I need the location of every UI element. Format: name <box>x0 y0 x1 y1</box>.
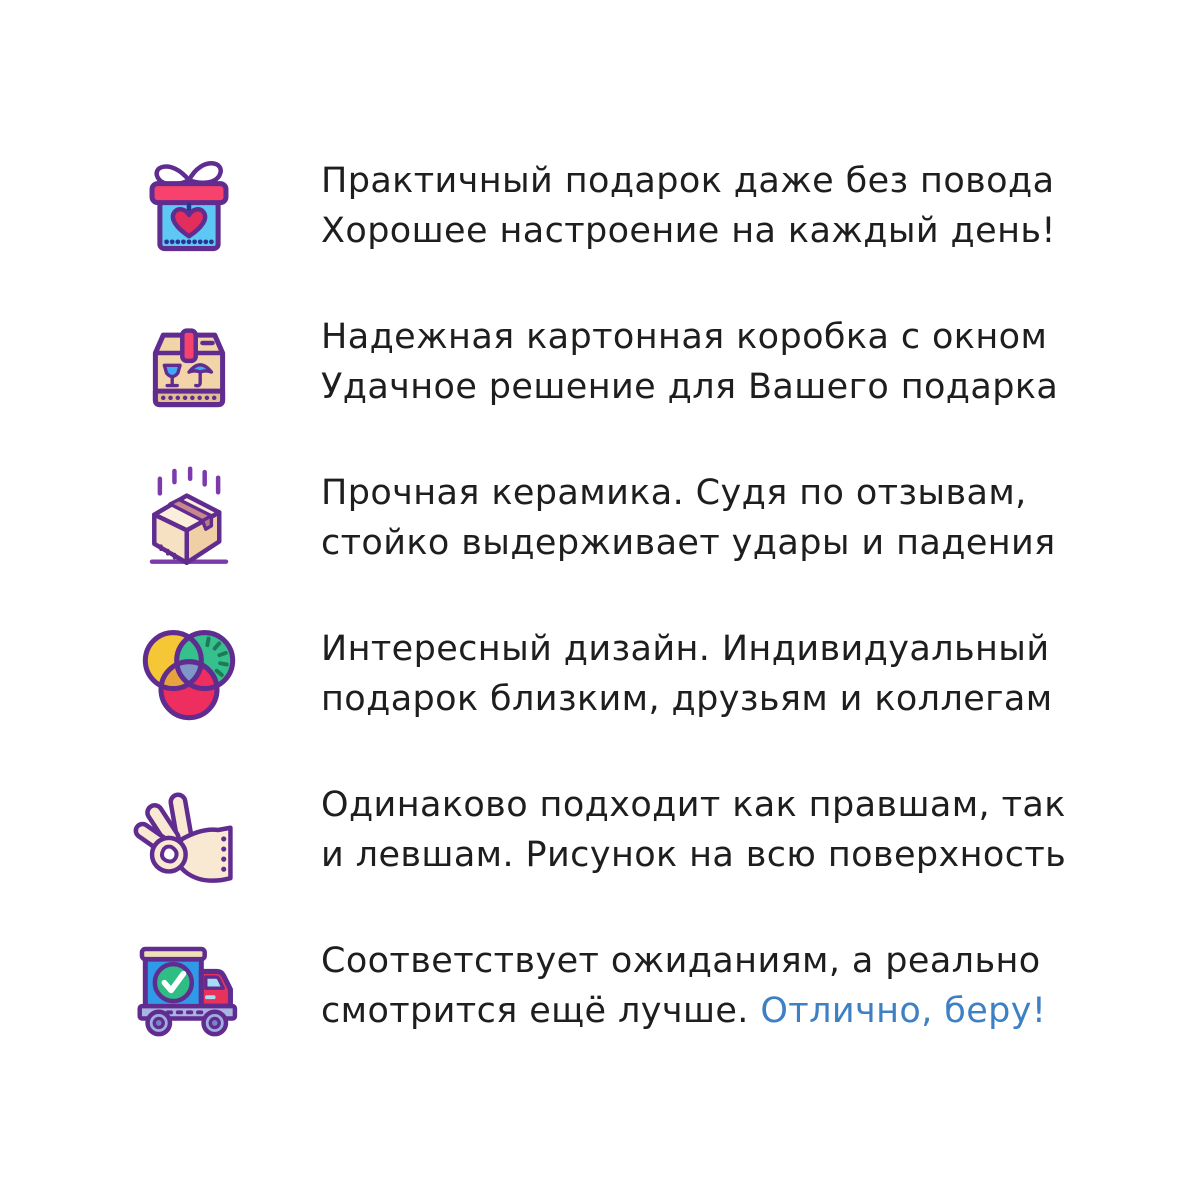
feature-line2: Удачное решение для Вашего подарка <box>321 367 1059 407</box>
feature-list <box>133 150 1066 1042</box>
feature-row <box>133 462 1066 574</box>
feature-text <box>321 936 1046 1036</box>
feature-line1: Надежная картонная коробка с окном <box>321 317 1048 357</box>
feature-line2: и левшам. Рисунок на всю поверхность <box>321 835 1067 875</box>
feature-line1: Одинаково подходит как правшам, так <box>321 785 1066 825</box>
feature-row <box>133 150 1066 262</box>
feature-line1: Соответствует ожиданиям, а реально <box>321 941 1041 981</box>
ok-hand-icon <box>133 774 245 886</box>
feature-row <box>133 306 1066 418</box>
feature-line1: Практичный подарок даже без повода <box>321 161 1055 201</box>
falling-box-icon <box>133 462 245 574</box>
feature-line2: подарок близким, друзьям и коллегам <box>321 679 1053 719</box>
feature-line2: стойко выдерживает удары и падения <box>321 523 1056 563</box>
feature-text <box>321 156 1056 256</box>
feature-line2 <box>321 986 1046 1036</box>
feature-row <box>133 930 1066 1042</box>
feature-line1: Прочная керамика. Судя по отзывам, <box>321 473 1027 513</box>
feature-text <box>321 312 1058 412</box>
feature-row <box>133 774 1066 886</box>
fragile-box-icon <box>133 306 245 418</box>
feature-row <box>133 618 1066 730</box>
feature-line1: Интересный дизайн. Индивидуальный <box>321 629 1050 669</box>
feature-line2: Хорошее настроение на каждый день! <box>321 211 1056 251</box>
feature-line2-prefix: смотрится ещё лучше. <box>321 991 761 1031</box>
feature-text <box>321 780 1066 880</box>
feature-line2-highlight: Отлично, беру! <box>760 991 1047 1031</box>
gift-heart-icon <box>133 150 245 262</box>
delivery-truck-icon <box>133 930 245 1042</box>
feature-text <box>321 624 1053 724</box>
color-circles-icon <box>133 618 245 730</box>
feature-text <box>321 468 1056 568</box>
